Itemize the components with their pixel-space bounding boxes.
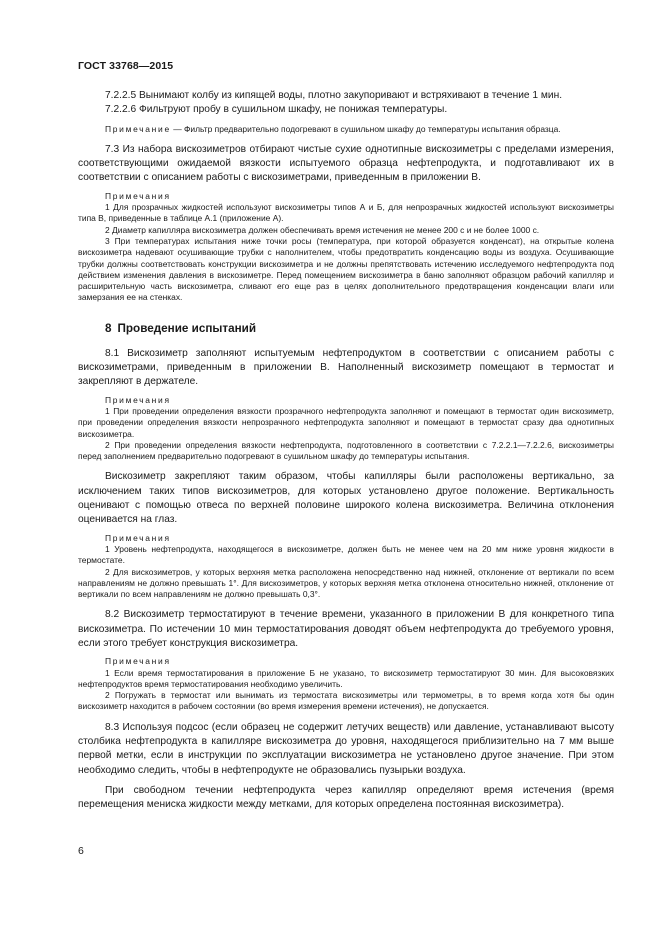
document-header: ГОСТ 33768—2015 — [78, 60, 174, 72]
note-fixing-1: 1 Уровень нефтепродукта, находящегося в вискозиметре, должен быть не менее чем на 20 мм ниже уровня жидкости в термостате. — [78, 543, 614, 566]
clause-7-2-2-6: 7.2.2.6 Фильтруют пробу в сушильном шкафу, не понижая температуры. — [105, 104, 448, 116]
note-filter — [78, 124, 614, 135]
note-8-2-2: 2 Погружать в термостат или вынимать из термостата вискозиметры или термометры, в то время когда хотя бы один вискозиметр находится в рабочем состоянии (во время измерения времени истечения), не допускается. — [78, 690, 614, 712]
paragraph-fixing: Вискозиметр закрепляют таким образом, чтобы капилляры были расположены вертикально, за исключением таких типов вискозиметров, для которых установлено другое положение. Вертикальность оценивают с помощью отвеса по верхней половине широкого колена вискозиметра. Величина отклонения оценивается на глаз. — [78, 471, 614, 526]
note-fixing-2: 2 Для вискозиметров, у которых верхняя метка расположена непосредственно над нижней, отклонение от вертикали по всем направлениям не должно превышать 1°. Для вискозиметров, у которых верхняя метка отклонена относительно нижней, отклонение от вертикали по всем направлениям не должно превышать 0,3°. — [78, 566, 614, 600]
notes-8-2-label: Примечания — [105, 656, 171, 667]
notes-8-1-label: Примечания — [105, 394, 171, 405]
page-content — [78, 89, 614, 813]
notes-fixing-label: Примечания — [105, 532, 171, 543]
note-filter-label: Примечание — [105, 123, 171, 134]
note-8-1-1: 1 При проведении определения вязкости прозрачного нефтепродукта заполняют и помещают в термостат один вискозиметр, при проведении определения вязкости непрозрачного нефтепродукта заполняют и помещают в термостат сразу два однотипных вискозиметра. — [78, 405, 614, 439]
note-8-2-1: 1 Если время термостатирования в приложение Б не указано, то вискозиметр термостатируют 30 мин. Для высоковязких нефтепродуктов время термостатирования необходимо увеличить. — [78, 667, 614, 689]
note-7-3-1: 1 Для прозрачных жидкостей используют вискозиметры типов А и Б, для непрозрачных жидкостей используют вискозиметры типа В, приведенные в таблице А.1 (приложение А). — [78, 202, 614, 224]
note-filter-text: — Фильтр предварительно подогревают в сушильном шкафу до температуры испытания образца. — [170, 123, 561, 134]
notes-7-3-label: Примечания — [105, 190, 171, 201]
clause-8-3: 8.3 Используя подсос (если образец не содержит летучих веществ) или давление, устанавливают высоту столбика нефтепродукта в капилляре вискозиметра до уровня, находящегося приблизительно на 7 мм выше первой метки, если в инструкции по эксплуатации вискозиметра не установлено другое значение. При этом необходимо следить, чтобы в нефтепродукте не образовались пузырьки воздуха. — [78, 721, 614, 776]
clause-8-1: 8.1 Вискозиметр заполняют испытуемым нефтепродуктом в соответствии с описанием работы с вискозиметрами, приведенным в приложении В. Наполненный вискозиметр помещают в термостат и закрепляют в держателе. — [78, 347, 614, 388]
page-number: 6 — [78, 845, 84, 857]
paragraph-free-flow: При свободном течении нефтепродукта через капилляр определяют время истечения (время перемещения мениска жидкости между метками, для которых определена постоянная вискозиметра). — [78, 784, 614, 811]
note-7-3-2: 2 Диаметр капилляра вискозиметра должен обеспечивать время истечения не менее 200 с и не более 1000 с. — [105, 224, 540, 235]
section-8-number: 8 — [105, 321, 112, 335]
section-8-title: Проведение испытаний — [117, 321, 257, 335]
note-8-1-2: 2 При проведении определения вязкости нефтепродукта, подготовленного в соответствии с 7.2.2.1—7.2.2.6, вискозиметры перед заполнением предварительно подогревают в сушильном шкафу до температуры испытания. — [78, 439, 614, 462]
clause-7-3: 7.3 Из набора вискозиметров отбирают чистые сухие однотипные вискозиметры с пределами измерения, соответствующими ожидаемой вязкости испытуемого образца нефтепродукта, и подготавливают их в соответствии с описанием работы с вискозиметрами, приведенным в приложении В. — [78, 143, 614, 184]
clause-7-2-2-5: 7.2.2.5 Вынимают колбу из кипящей воды, плотно закупоривают и встряхивают в течение 1 мин. — [105, 90, 563, 101]
note-7-3-3: 3 При температурах испытания ниже точки росы (температура, при которой образуется конденсат), на открытые колена вискозиметра надевают осушивающие трубки с наполнителем, чтобы предотвратить конденсацию воды из воздуха. Осушивающие трубки должны соответствовать конструкции вискозиметра и не должны препятствовать истечению исследуемого нефтепродукта под действием изменения давления в вискозиметре. Перед помещением вискозиметра в баню заполняют образцом рабочий капилляр и расширительную часть вискозиметра, сливают его еще раз в целях дополнительного предотвращения конденсации влаги или замерзания ее на стенках. — [78, 235, 614, 303]
clause-8-2: 8.2 Вискозиметр термостатируют в течение времени, указанного в приложении В для конкретного типа вискозиметра. По истечении 10 мин термостатирования доводят объем нефтепродукта до требуемого уровня, если этого требует конструкция вискозиметра. — [78, 609, 614, 649]
section-8-heading — [78, 321, 614, 336]
